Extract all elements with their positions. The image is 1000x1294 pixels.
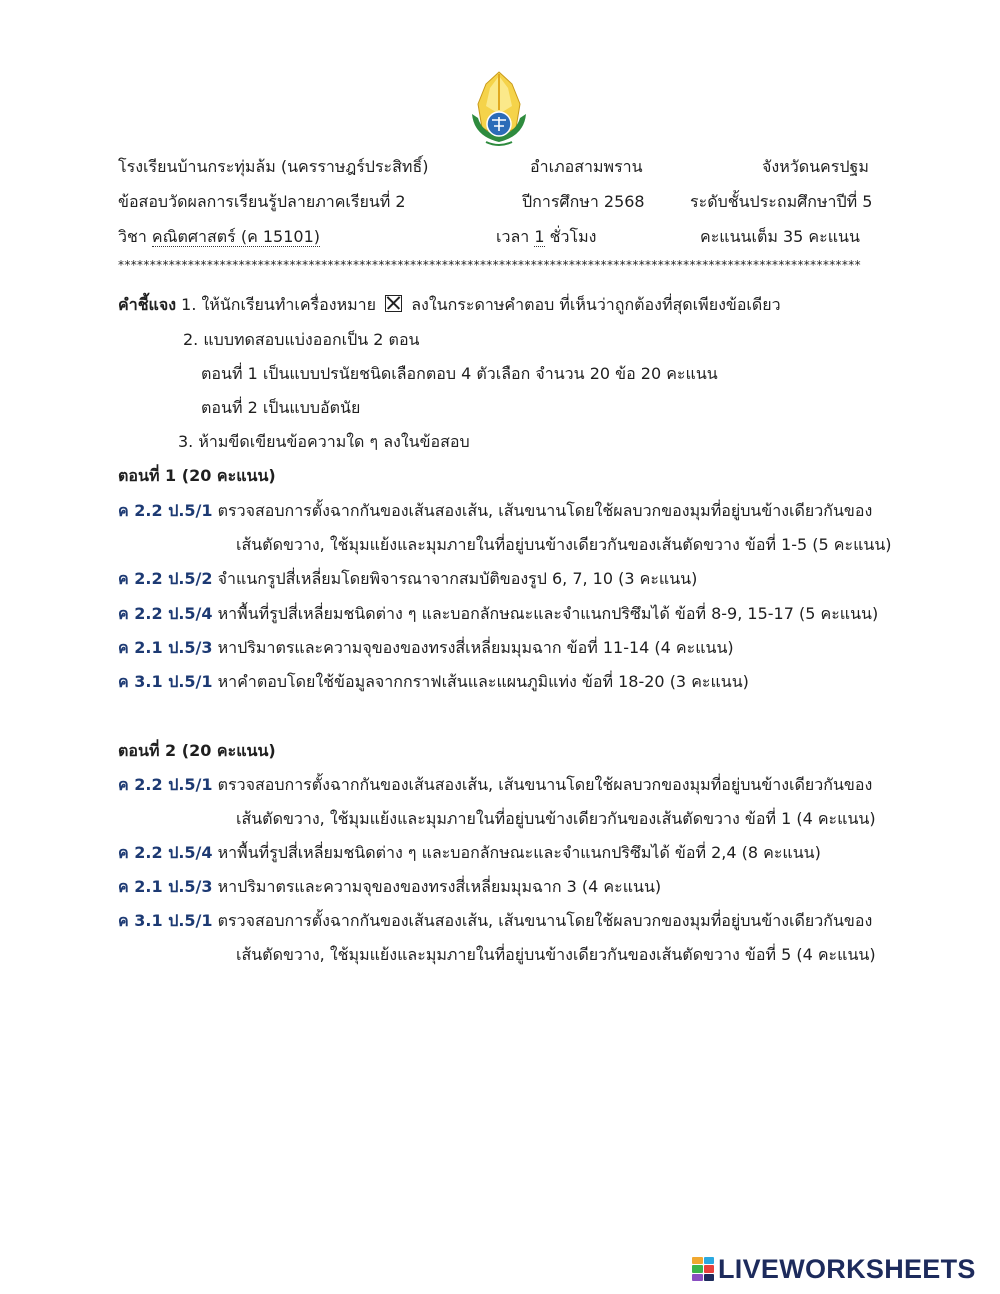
instruction-2: 2. แบบทดสอบแบ่งออกเป็น 2 ตอน bbox=[183, 330, 420, 349]
indicator-code: ค 2.1 ป.5/3 bbox=[118, 638, 213, 657]
indicator-text: หาพื้นที่รูปสี่เหลี่ยมชนิดต่าง ๆ และบอกลักษณะและจำแนกปริซึมได้ ข้อที่ 2,4 (8 คะแนน) bbox=[217, 843, 821, 862]
school-seal-logo bbox=[468, 70, 530, 148]
indicator-text-continued: เส้นตัดขวาง, ใช้มุมแย้งและมุมภายในที่อยู่บนข้างเดียวกันของเส้นตัดขวาง ข้อที่ 1 (4 คะแนน) bbox=[236, 809, 876, 828]
exam-title: ข้อสอบวัดผลการเรียนรู้ปลายภาคเรียนที่ 2 bbox=[118, 192, 406, 211]
indicator-text: หาปริมาตรและความจุของของทรงสี่เหลี่ยมมุมฉาก ข้อที่ 11-14 (4 คะแนน) bbox=[217, 638, 734, 657]
indicator-code: ค 2.1 ป.5/3 bbox=[118, 877, 213, 896]
part2-row bbox=[118, 876, 661, 898]
part1-title: ตอนที่ 1 (20 คะแนน) bbox=[118, 466, 276, 485]
part2-row bbox=[118, 842, 821, 864]
instruction-1-before: 1. ให้นักเรียนทำเครื่องหมาย bbox=[181, 295, 377, 314]
subject-line bbox=[118, 226, 320, 248]
time-unit: ชั่วโมง bbox=[549, 227, 597, 246]
indicator-text: หาพื้นที่รูปสี่เหลี่ยมชนิดต่าง ๆ และบอกลักษณะและจำแนกปริซึมได้ ข้อที่ 8-9, 15-17 (5 คะแนน) bbox=[217, 604, 879, 623]
indicator-text: ตรวจสอบการตั้งฉากกันของเส้นสองเส้น, เส้นขนานโดยใช้ผลบวกของมุมที่อยู่บนข้างเดียวกันของ bbox=[217, 911, 873, 930]
indicator-code: ค 3.1 ป.5/1 bbox=[118, 911, 213, 930]
indicator-text: ตรวจสอบการตั้งฉากกันของเส้นสองเส้น, เส้นขนานโดยใช้ผลบวกของมุมที่อยู่บนข้างเดียวกันของ bbox=[217, 775, 873, 794]
part2-title: ตอนที่ 2 (20 คะแนน) bbox=[118, 741, 276, 760]
indicator-code: ค 2.2 ป.5/4 bbox=[118, 604, 213, 623]
subject-name: คณิตศาสตร์ (ค 15101) bbox=[151, 227, 321, 246]
indicator-text-continued: เส้นตัดขวาง, ใช้มุมแย้งและมุมภายในที่อยู่บนข้างเดียวกันของเส้นตัดขวาง ข้อที่ 1-5 (5 คะแนน) bbox=[236, 535, 892, 554]
instruction-1 bbox=[118, 294, 781, 316]
indicator-code: ค 3.1 ป.5/1 bbox=[118, 672, 213, 691]
instruction-3: 3. ห้ามขีดเขียนข้อความใด ๆ ลงในข้อสอบ bbox=[178, 432, 470, 451]
total-score: คะแนนเต็ม 35 คะแนน bbox=[700, 227, 860, 246]
separator-line: ********************************************************************************************************************* bbox=[118, 258, 861, 272]
instruction-2a: ตอนที่ 1 เป็นแบบปรนัยชนิดเลือกตอบ 4 ตัวเลือก จำนวน 20 ข้อ 20 คะแนน bbox=[201, 364, 718, 383]
instruction-2b: ตอนที่ 2 เป็นแบบอัตนัย bbox=[201, 398, 361, 417]
time-value: 1 bbox=[534, 227, 545, 246]
indicator-text: ตรวจสอบการตั้งฉากกันของเส้นสองเส้น, เส้นขนานโดยใช้ผลบวกของมุมที่อยู่บนข้างเดียวกันของ bbox=[217, 501, 873, 520]
instruction-1-after: ลงในกระดาษคำตอบ ที่เห็นว่าถูกต้องที่สุดเพียงข้อเดียว bbox=[411, 295, 781, 314]
academic-year: ปีการศึกษา 2568 bbox=[522, 192, 645, 211]
part2-row bbox=[118, 910, 872, 932]
part1-row bbox=[118, 671, 749, 693]
indicator-code: ค 2.2 ป.5/4 bbox=[118, 843, 213, 862]
checkbox-x-icon bbox=[385, 295, 402, 312]
indicator-text: จำแนกรูปสี่เหลี่ยมโดยพิจารณาจากสมบัติของรูป 6, 7, 10 (3 คะแนน) bbox=[217, 569, 698, 588]
grade-level: ระดับชั้นประถมศึกษาปีที่ 5 bbox=[690, 192, 873, 211]
time-label: เวลา bbox=[496, 227, 530, 246]
indicator-code: ค 2.2 ป.5/1 bbox=[118, 775, 213, 794]
part1-row bbox=[118, 500, 872, 522]
instructions-label: คำชี้แจง bbox=[118, 295, 177, 314]
part1-row bbox=[118, 637, 734, 659]
time-line bbox=[496, 226, 596, 248]
liveworksheets-wordmark: LIVEWORKSHEETS bbox=[718, 1253, 976, 1284]
liveworksheets-logo-icon bbox=[692, 1257, 714, 1281]
part1-row bbox=[118, 603, 878, 625]
province: จังหวัดนครปฐม bbox=[762, 157, 869, 176]
indicator-text: หาคำตอบโดยใช้ข้อมูลจากกราฟเส้นและแผนภูมิแท่ง ข้อที่ 18-20 (3 คะแนน) bbox=[217, 672, 749, 691]
indicator-text: หาปริมาตรและความจุของของทรงสี่เหลี่ยมมุมฉาก 3 (4 คะแนน) bbox=[217, 877, 662, 896]
part1-row bbox=[118, 568, 697, 590]
liveworksheets-brand[interactable] bbox=[692, 1254, 976, 1284]
school-name: โรงเรียนบ้านกระทุ่มล้ม (นครราษฎร์ประสิทธิ์) bbox=[118, 157, 429, 176]
part2-row bbox=[118, 774, 872, 796]
district: อำเภอสามพราน bbox=[530, 157, 643, 176]
indicator-text-continued: เส้นตัดขวาง, ใช้มุมแย้งและมุมภายในที่อยู่บนข้างเดียวกันของเส้นตัดขวาง ข้อที่ 5 (4 คะแนน) bbox=[236, 945, 876, 964]
indicator-code: ค 2.2 ป.5/1 bbox=[118, 501, 213, 520]
subject-label: วิชา bbox=[118, 227, 147, 246]
indicator-code: ค 2.2 ป.5/2 bbox=[118, 569, 213, 588]
